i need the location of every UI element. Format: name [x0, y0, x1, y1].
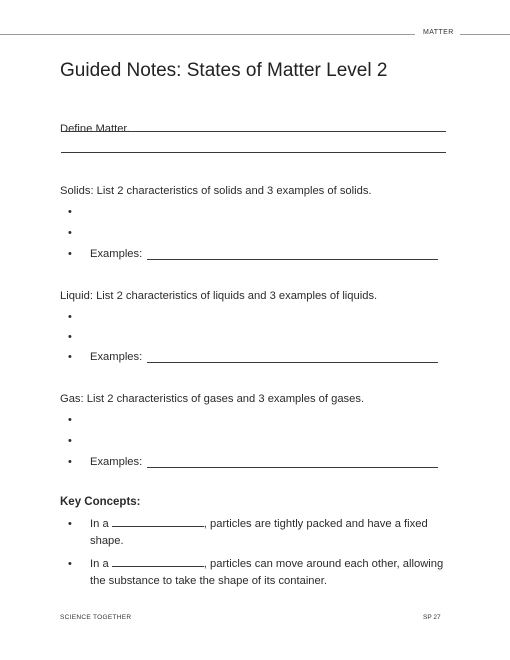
footer-page-number: SP 27: [423, 614, 441, 621]
answer-line-1[interactable]: [61, 131, 446, 132]
key-concept-2-blank[interactable]: [112, 556, 204, 567]
solids-examples-line[interactable]: [147, 259, 438, 260]
liquid-prompt: Liquid: List 2 characteristics of liquids and 3 examples of liquids.: [60, 290, 378, 302]
define-prompt: Define Matter.: [60, 123, 130, 135]
answer-line-2[interactable]: [61, 152, 446, 153]
gas-bullet-1: •: [68, 414, 72, 426]
header-rule-right: [460, 34, 510, 35]
key-concept-1-after: , particles are tightly packed and have a fixed shape.: [90, 518, 428, 547]
gas-examples-line[interactable]: [147, 467, 438, 468]
liquid-bullet-2: •: [68, 331, 72, 343]
header-rule-left: [0, 34, 415, 35]
solids-prompt: Solids: List 2 characteristics of solids and 3 examples of solids.: [60, 185, 372, 197]
key-concept-1-blank[interactable]: [112, 516, 204, 527]
footer-left: SCIENCE TOGETHER: [60, 614, 132, 621]
key-concept-1-before: In a: [90, 518, 109, 530]
header-label: MATTER: [423, 29, 454, 36]
liquid-examples-line[interactable]: [147, 362, 438, 363]
key-concept-2-after: , particles can move around each other, allowing the substance to take the shape of its container.: [90, 558, 444, 587]
gas-examples-label: Examples:: [90, 456, 143, 468]
gas-bullet-2: •: [68, 435, 72, 447]
gas-bullet-3: •: [68, 456, 72, 468]
page-title: Guided Notes: States of Matter Level 2: [60, 60, 388, 81]
liquid-bullet-1: •: [68, 311, 72, 323]
gas-prompt: Gas: List 2 characteristics of gases and 3 examples of gases.: [60, 393, 365, 405]
solids-bullet-3: •: [68, 248, 72, 260]
key-concept-2: [90, 556, 450, 590]
key-concept-bullet-2: •: [68, 558, 72, 570]
key-concept-1: [90, 516, 450, 550]
solids-bullet-1: •: [68, 206, 72, 218]
key-concepts-title: Key Concepts:: [60, 496, 141, 508]
key-concept-2-before: In a: [90, 558, 109, 570]
solids-bullet-2: •: [68, 227, 72, 239]
key-concept-bullet-1: •: [68, 518, 72, 530]
liquid-bullet-3: •: [68, 351, 72, 363]
liquid-examples-label: Examples:: [90, 351, 143, 363]
solids-examples-label: Examples:: [90, 248, 143, 260]
